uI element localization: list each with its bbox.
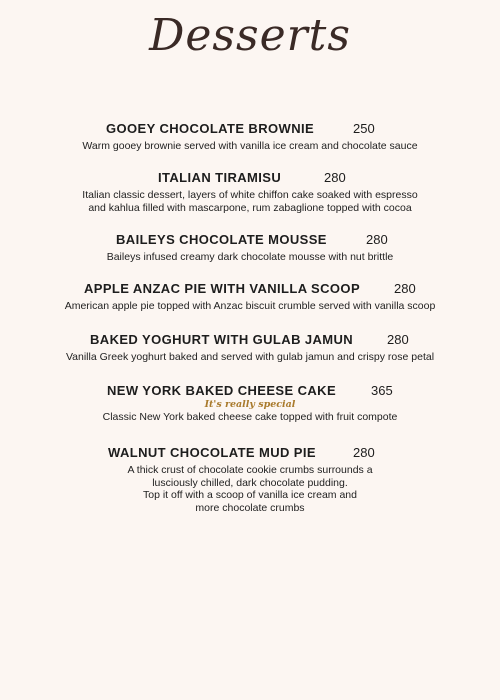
item-description: Warm gooey brownie served with vanilla ice cream and chocolate sauce	[82, 140, 418, 152]
item-description: Baileys infused creamy dark chocolate mousse with nut brittle	[106, 251, 394, 263]
item-description: and kahlua filled with mascarpone, rum zabaglione topped with cocoa	[88, 201, 412, 214]
item-price: 280	[387, 332, 409, 347]
item-price: 280	[394, 281, 416, 296]
item-name: GOOEY CHOCOLATE BROWNIE	[106, 121, 315, 136]
item-description: Top it off with a scoop of vanilla ice cream and	[142, 489, 357, 501]
item-description: lusciously chilled, dark chocolate pudding.	[152, 476, 348, 489]
menu-item-baked-yoghurt	[0, 332, 500, 364]
item-name: BAILEYS CHOCOLATE MOUSSE	[116, 232, 327, 247]
menu-item-apple-anzac-pie	[0, 281, 500, 313]
item-name: APPLE ANZAC PIE WITH VANILLA SCOOP	[84, 281, 361, 296]
menu-item-brownie	[0, 121, 500, 153]
item-price: 280	[324, 170, 346, 185]
menu-item-cheese-cake	[0, 383, 500, 424]
item-name: WALNUT CHOCOLATE MUD PIE	[108, 445, 316, 460]
item-name: ITALIAN TIRAMISU	[158, 170, 282, 185]
item-price: 280	[366, 232, 388, 247]
item-description: A thick crust of chocolate cookie crumbs surrounds a	[127, 464, 373, 476]
item-name: NEW YORK BAKED CHEESE CAKE	[107, 383, 337, 398]
item-description: more chocolate crumbs	[195, 501, 305, 514]
item-price: 250	[353, 121, 375, 136]
menu-item-baileys-mousse	[0, 232, 500, 264]
item-price: 365	[371, 383, 393, 398]
item-description: Italian classic dessert, layers of white chiffon cake soaked with espresso	[82, 189, 418, 201]
menu-item-tiramisu	[0, 170, 500, 214]
item-price: 280	[353, 445, 375, 460]
menu-item-mud-pie	[0, 445, 500, 514]
item-description: Classic New York baked cheese cake topped with fruit compote	[102, 411, 398, 423]
item-tagline: It's really special	[204, 399, 296, 410]
item-description: Vanilla Greek yoghurt baked and served with gulab jamun and crispy rose petal	[65, 351, 435, 363]
menu-title: Desserts	[149, 10, 351, 61]
item-name: BAKED YOGHURT WITH GULAB JAMUN	[90, 332, 354, 347]
item-description: American apple pie topped with Anzac biscuit crumble served with vanilla scoop	[64, 300, 436, 312]
